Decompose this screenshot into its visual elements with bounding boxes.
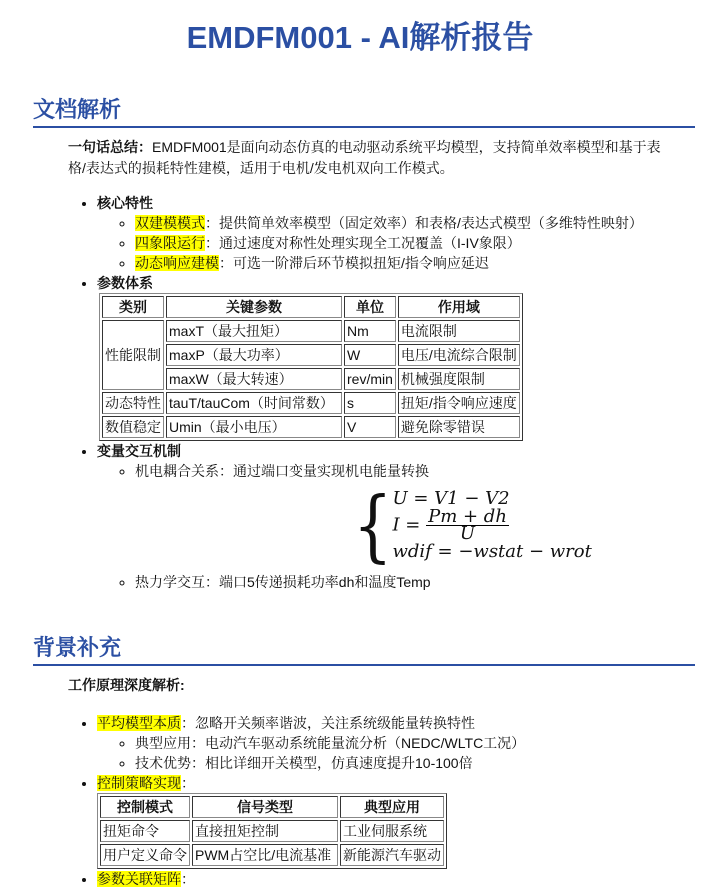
th: 作用域 [398,296,520,318]
td: W [344,344,396,366]
table-row [102,344,520,366]
td: 性能限制 [102,320,164,390]
summary: 一句话总结：EMDFM001是面向动态仿真的电动驱动系统平均模型，支持简单效率模型和基于表格/表达式的损耗特性建模，适用于电机/发电机双向工作模式。 [68,139,661,176]
th: 控制模式 [100,796,190,818]
fraction: $\frac{Pm + dh}{U}$ [428,506,507,544]
equation-system [353,479,668,571]
list-item: ◦ 双建模模式：提供简单效率模型（固定效率）和表格/表达式模型（多维特性映射） [135,213,675,233]
td: 扭矩/指令响应速度 [398,392,520,414]
list-item: ◦ 动态响应建模：可选一阶滞后环节模拟扭矩/指令响应延迟 [135,253,675,273]
eq-line: wdif = −wstat − wrot [392,541,592,562]
table-row [100,844,444,866]
list-item: ◦ 技术优势：相比详细开关模型，仿真速度提升10-100倍 [135,753,668,773]
th: 类别 [102,296,164,318]
td: maxP（最大功率） [166,344,342,366]
subheading: 工作原理深度解析: [68,677,185,693]
table-row [102,392,520,414]
td: maxT（最大扭矩） [166,320,342,342]
section-heading-doc: 文档解析 [33,96,695,128]
eq-line: U = V1 − V2 [392,488,510,509]
list-item: • 参数体系 类别 关键参数 单位 作用域 性能限制 maxT（最大扭矩） Nm 电流限制 maxP（最大功率） W 电压/电流综合限制 maxW（最大转速） rev/min 机械强度限制 动态特性 tauT/tauCom（时间常数） s 扭矩/指令响应速度 数值稳定 Umin（最小电压） V 避免除零错误 [97,273,668,441]
table-row [100,820,444,842]
td: s [344,392,396,414]
brace-icon: { [353,479,393,571]
list-item: ◦ 机电耦合关系：通过端口变量实现机电能量转换 { U = V1 − V2 I = $\frac{Pm + dh}{U}$ wdif = −wstat − wrot [135,461,668,562]
td: 扭矩命令 [100,820,190,842]
table-row [102,368,520,390]
list-item: • 控制策略实现： 控制模式 信号类型 典型应用 扭矩命令 直接扭矩控制 工业伺服系统 用户定义命令 PWM占空比/电流基准 新能源汽车驱动 [97,773,668,869]
td: maxW（最大转速） [166,368,342,390]
td: Nm [344,320,396,342]
th: 信号类型 [192,796,338,818]
th: 单位 [344,296,396,318]
table-row [102,416,520,438]
td: 工业伺服系统 [340,820,444,842]
list-item: ◦ 典型应用：电动汽车驱动系统能量流分析（NEDC/WLTC工况） [135,733,668,753]
section-doc-body [68,137,668,592]
td: 用户定义命令 [100,844,190,866]
list-item: • 变量交互机制 ◦ 机电耦合关系：通过端口变量实现机电能量转换 { U = V1 − V2 I = $\frac{Pm + dh}{U}$ wdif = −wstat − wrot ◦ 热力学交互：端口5传递损耗功率dh和温度Temp [97,441,668,592]
td: 电流限制 [398,320,520,342]
section-background-body [68,675,668,889]
td: 机械强度限制 [398,368,520,390]
list-item: • 平均模型本质：忽略开关频率谐波，关注系统级能量转换特性 ◦ 典型应用：电动汽车驱动系统能量流分析（NEDC/WLTC工况） ◦ 技术优势：相比详细开关模型，仿真速度提升10-100倍 [97,713,668,773]
td: 电压/电流综合限制 [398,344,520,366]
section-heading-background: 背景补充 [33,634,695,666]
list-item: ◦ 热力学交互：端口5传递损耗功率dh和温度Temp [135,572,668,592]
table-row [102,320,520,342]
td: rev/min [344,368,396,390]
td: 新能源汽车驱动 [340,844,444,866]
params-table [99,293,523,441]
td: V [344,416,396,438]
td: 直接扭矩控制 [192,820,338,842]
doc-list [68,193,668,592]
list-item: • 参数关联矩阵： [97,869,668,889]
td: 避免除零错误 [398,416,520,438]
td: 动态特性 [102,392,164,414]
td: 数值稳定 [102,416,164,438]
td: tauT/tauCom（时间常数） [166,392,342,414]
eq-line: I = $\frac{Pm + dh}{U}$ [392,506,507,544]
control-table [97,793,447,869]
list-item: ◦ 四象限运行：通过速度对称性处理实现全工况覆盖（I-IV象限） [135,233,675,253]
td: Umin（最小电压） [166,416,342,438]
th: 典型应用 [340,796,444,818]
td: PWM占空比/电流基准 [192,844,338,866]
th: 关键参数 [166,296,342,318]
list-item: • 核心特性 ◦ 双建模模式：提供简单效率模型（固定效率）和表格/表达式模型（多维特性映射） ◦ 四象限运行：通过速度对称性处理实现全工况覆盖（I-IV象限） ◦ 动态响应建模：可选一阶滞后环节模拟扭矩/指令响应延迟 [97,193,668,273]
page-title: EMDFM001 - AI解析报告 [186,20,534,55]
